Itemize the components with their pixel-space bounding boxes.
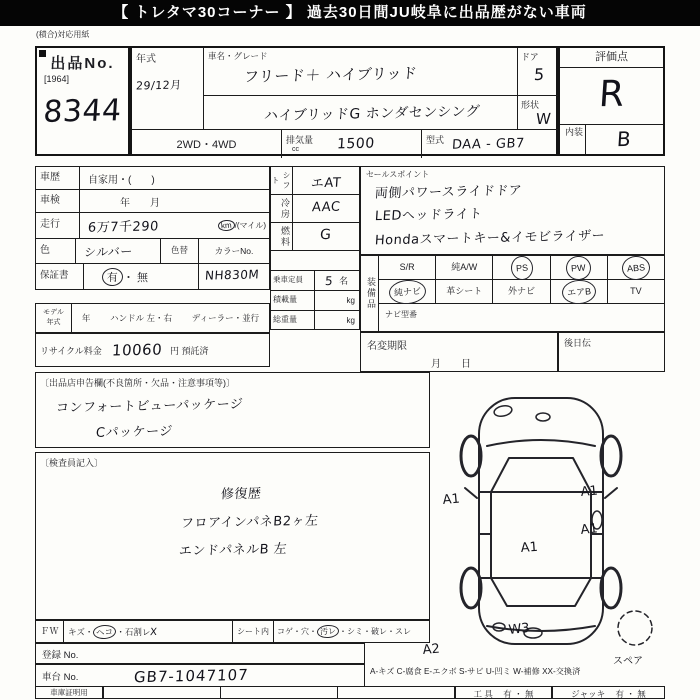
lot-number-value: 8344 xyxy=(42,93,123,130)
mileage-label: 走行 xyxy=(36,213,80,238)
year-cell xyxy=(132,48,204,130)
load-label: 積載量 xyxy=(271,291,315,310)
shape-value: W xyxy=(535,109,552,129)
model-year-box xyxy=(35,303,270,333)
bottom-cell xyxy=(338,687,454,698)
equipment-item: PS xyxy=(493,256,550,280)
later-slip-label: 後日伝 xyxy=(564,338,592,348)
equipment-item: TV xyxy=(608,280,664,304)
shift-value: エAT xyxy=(310,175,342,192)
recycle-value: 10060 xyxy=(111,340,163,360)
inspector-line: エンドパネルB 左 xyxy=(178,541,288,560)
sales-point-line: Hondaスマートキー&イモビライザー xyxy=(374,228,606,249)
rear-window xyxy=(491,578,591,606)
model-code-value: DAA - GB7 xyxy=(451,136,526,153)
colorno-value: NH830M xyxy=(204,267,260,283)
equipment-item: エアB xyxy=(551,280,608,304)
year-value: 29/12月 xyxy=(135,78,183,93)
damage-scribble xyxy=(536,413,550,421)
score-value-cell xyxy=(560,68,663,124)
inspector-box xyxy=(35,452,430,620)
model-handle: ハンドル 左・右 xyxy=(110,313,173,323)
damage-scribble xyxy=(493,404,513,418)
car-name-label: 車名・グレード xyxy=(208,51,268,61)
equipment-label: 装備品 xyxy=(361,256,379,331)
colorno-label: カラーNo. xyxy=(214,245,254,256)
capacity-label: 乗車定員 xyxy=(271,271,315,290)
equipment-item: 純A/W xyxy=(436,256,493,280)
tools-box xyxy=(455,686,552,699)
car-damage-diagram xyxy=(415,382,667,670)
interior-row xyxy=(560,124,663,154)
warranty-rest: ・ 無 xyxy=(123,272,149,284)
details-block xyxy=(35,166,270,290)
history-value: 自家用・( ) xyxy=(88,174,155,186)
model-year-content xyxy=(72,312,269,324)
ac-value-cell xyxy=(293,195,359,222)
capacity-row xyxy=(271,271,359,291)
damage-mark: A1 xyxy=(580,483,599,500)
seat-items: コゲ・穴・ 汚レ ・シミ・破レ・スレ xyxy=(274,625,429,638)
equipment-item: 純ナビ xyxy=(379,280,436,304)
equipment-row-1 xyxy=(379,256,664,280)
tools-label: 工 具 xyxy=(473,689,493,699)
inspection-row xyxy=(36,190,269,213)
car-name-cell xyxy=(204,48,518,96)
transfer-deadline-date: 月 日 xyxy=(431,359,471,370)
inspection-value: 年 月 xyxy=(120,197,160,209)
right-mirror xyxy=(605,488,617,498)
mid-column xyxy=(270,166,360,330)
header-banner: 【 トレタマ30コーナー 】 過去30日間JU岐阜に出品歴がない車両 xyxy=(0,0,700,26)
score-value: R xyxy=(597,73,626,116)
model-code-cell xyxy=(422,130,560,158)
windshield xyxy=(491,458,591,492)
warranty-row xyxy=(36,264,269,290)
paper-note: (積合)対応用紙 xyxy=(36,30,90,39)
warranty-value-cell xyxy=(84,268,198,286)
door-cell xyxy=(518,48,560,96)
later-slip-box xyxy=(558,332,665,372)
history-row xyxy=(36,167,269,190)
seat-label: シート内 xyxy=(232,621,274,642)
ac-label: 冷房 xyxy=(271,195,293,222)
inspector-line: 修復歴 xyxy=(220,486,262,503)
interior-label: 内装 xyxy=(560,125,586,154)
colorno-value-cell xyxy=(198,264,269,290)
damage-mark: A2 xyxy=(422,641,441,658)
door-label: ドア xyxy=(521,52,539,62)
score-label: 評価点 xyxy=(560,48,663,68)
car-name-line1: フリード＋ ハイブリッド xyxy=(243,64,419,86)
weight-unit: kg xyxy=(346,316,355,325)
lot-number-box xyxy=(35,46,130,156)
declaration-header: 〔出品店申告欄(不良箇所・欠品・注意事項等)〕 xyxy=(40,378,235,388)
model-year-year: 年 xyxy=(81,313,91,323)
fw-items: キズ・ ヘコ ・石割レX xyxy=(64,625,232,639)
mileage-unit-mile: /(マイル) xyxy=(234,221,266,230)
weight-row xyxy=(271,311,359,330)
sales-points-label: セールスポイント xyxy=(366,170,430,179)
damage-mark: W3 xyxy=(507,620,531,638)
capacity-unit: 名 xyxy=(339,276,349,286)
chassis-value: GB7-1047107 xyxy=(133,665,250,686)
equipment-item: S/R xyxy=(379,256,436,280)
fw-row xyxy=(35,620,430,643)
mid-empty-row xyxy=(271,251,359,271)
bottom-cell xyxy=(104,687,221,698)
load-row xyxy=(271,291,359,311)
drive-label: 2WD・4WD xyxy=(176,139,237,151)
fuel-value: G xyxy=(319,226,333,244)
car-name-line2: ハイブリッドG ホンダセンシング xyxy=(263,103,481,125)
displacement-cell xyxy=(282,130,422,158)
damage-legend: A-キズ C-腐食 E-エクボ S-サビ U-凹ミ W-補修 XX-交換済 xyxy=(370,667,581,676)
color-row xyxy=(36,239,269,264)
recycle-unit: 円 預託済 xyxy=(169,345,209,356)
model-year-label: モデル 年式 xyxy=(36,304,72,332)
color-label: 色 xyxy=(36,239,76,263)
chassis-row xyxy=(35,664,365,687)
sales-points-box xyxy=(360,166,665,255)
model-dealer: ディーラー・並行 xyxy=(191,313,260,323)
warranty-yes: 有 xyxy=(101,267,123,286)
registration-label: 登録 No. xyxy=(42,650,79,661)
color-value-cell xyxy=(76,239,161,263)
displacement-unit: cc xyxy=(292,146,299,153)
lot-year-tag: [1964] xyxy=(44,74,70,84)
tools-value: 有 ・ 無 xyxy=(503,689,534,699)
garage-cert-label: 車庫証明用 xyxy=(50,688,88,697)
nav-model-label: ナビ型番 xyxy=(385,310,417,319)
damage-mark: A1 xyxy=(520,539,539,556)
lot-number-label: 出品No. xyxy=(50,55,115,72)
equipment-item: 革シート xyxy=(436,280,493,304)
year-label: 年式 xyxy=(136,54,156,65)
shape-cell xyxy=(518,96,560,130)
shift-row xyxy=(271,167,359,195)
ac-row xyxy=(271,195,359,223)
sales-point-line: 両側パワースライドドア xyxy=(374,183,523,202)
color-change-label: 色替 xyxy=(161,239,199,263)
fuel-label: 燃料 xyxy=(271,223,293,250)
history-label: 車歴 xyxy=(36,167,80,189)
jack-box xyxy=(552,686,665,699)
model-code-label: 型式 xyxy=(426,135,445,145)
shift-value-cell xyxy=(293,167,359,194)
sales-point-line: LEDヘッドライト xyxy=(374,206,483,225)
interior-value-cell xyxy=(586,125,663,154)
transfer-deadline-box xyxy=(360,332,558,372)
shift-label: シフト xyxy=(271,167,293,194)
vehicle-head-box xyxy=(130,46,558,156)
fw-label: ＦＷ xyxy=(36,621,64,642)
declaration-line: コンフォートビューパッケージ xyxy=(55,397,244,416)
equipment-item: ABS xyxy=(608,256,664,280)
door-value: 5 xyxy=(533,64,546,85)
inspector-line: フロアインパネB2ヶ左 xyxy=(180,513,319,532)
declaration-box xyxy=(35,372,430,448)
left-mirror xyxy=(465,488,477,498)
displacement-label: 排気量 xyxy=(286,135,314,145)
fuel-row xyxy=(271,223,359,251)
weight-label: 総重量 xyxy=(271,311,315,330)
chassis-label: 車台 No. xyxy=(42,671,79,683)
transfer-deadline-label: 名変期限 xyxy=(367,341,407,352)
jack-value: 有 ・ 無 xyxy=(615,689,646,699)
car-body-outline xyxy=(479,398,603,644)
fuel-value-cell xyxy=(293,223,359,250)
load-unit: kg xyxy=(346,296,355,305)
drive-cell xyxy=(132,130,282,158)
displacement-value: 1500 xyxy=(336,135,376,153)
mileage-unit-km: km xyxy=(218,219,235,231)
damage-mark: A1 xyxy=(442,491,461,508)
spare-tire-circle xyxy=(618,611,652,645)
equipment-row-2 xyxy=(379,280,664,304)
jack-label: ジャッキ xyxy=(571,689,606,699)
mileage-row xyxy=(36,213,269,239)
equipment-item: 外ナビ xyxy=(493,280,550,304)
equipment-item: PW xyxy=(551,256,608,280)
mileage-unit xyxy=(218,220,266,231)
inspection-label: 車検 xyxy=(36,190,80,212)
bottom-cell xyxy=(221,687,338,698)
recycle-box xyxy=(35,333,270,367)
declaration-line: Cパッケージ xyxy=(95,424,174,441)
mileage-value: 6万7千290 xyxy=(87,219,160,236)
garage-cert-box xyxy=(35,686,103,699)
score-box xyxy=(558,46,665,156)
interior-value: B xyxy=(616,126,633,152)
recycle-label: リサイクル料金 xyxy=(40,345,102,356)
hood-line xyxy=(487,440,595,446)
car-grade-cell xyxy=(204,96,518,130)
color-value: シルバー xyxy=(83,244,134,260)
equipment-box xyxy=(360,255,665,332)
capacity-value: 5 xyxy=(324,273,334,288)
bottom-blank-cells xyxy=(103,686,455,699)
damage-mark: A1 xyxy=(579,521,599,538)
ac-value: AAC xyxy=(311,199,341,216)
warranty-label: 保証書 xyxy=(36,264,84,290)
registration-row xyxy=(35,643,365,664)
shape-label: 形状 xyxy=(521,100,540,110)
spare-tire-label: スペア xyxy=(613,656,643,667)
inspector-header: 〔検査員記入〕 xyxy=(40,458,104,468)
